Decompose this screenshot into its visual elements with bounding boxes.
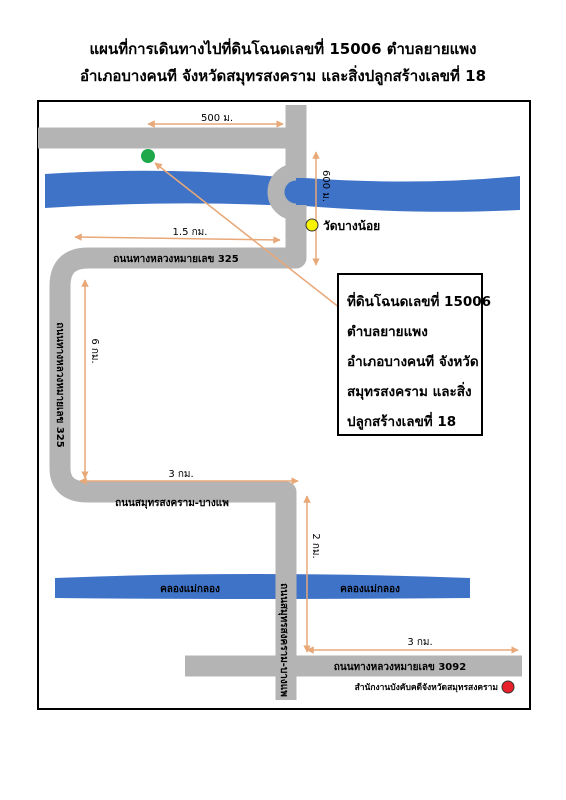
road-label-325-v: ถนนทางหลวงหมายเลข 325 bbox=[54, 322, 65, 448]
distance-label-3092: 3 กม. bbox=[407, 637, 433, 648]
info-line-2: ตำบลยายแพง bbox=[347, 324, 428, 340]
distance-label-top: 500 ม. bbox=[200, 113, 234, 124]
road-label-325-h: ถนนทางหลวงหมายเลข 325 bbox=[113, 254, 239, 265]
target-marker bbox=[141, 149, 155, 163]
distance-label-river: 600 ม. bbox=[320, 169, 331, 203]
distance-label-325h: 1.5 กม. bbox=[172, 227, 208, 238]
map-title-line-2: อำเภอบางคนที จังหวัดสมุทรสงคราม และสิ่งปลูกสร้างเลขที่ 18 bbox=[79, 67, 487, 85]
distance-label-bangphae: 3 กม. bbox=[168, 469, 194, 480]
info-line-4: สมุทรสงคราม และสิ่ง bbox=[347, 384, 472, 400]
canal-label-right: คลองแม่กลอง bbox=[340, 584, 400, 595]
property-info-box bbox=[337, 273, 492, 436]
map-title-line-1: แผนที่การเดินทางไปที่ดินโฉนดเลขที่ 15006 ตำบลยายแพง bbox=[89, 40, 477, 58]
court-label: สำนักงานบังคับคดีจังหวัดสมุทรสงคราม bbox=[354, 683, 498, 693]
road-label-3092: ถนนทางหลวงหมายเลข 3092 bbox=[333, 662, 467, 673]
distance-label-325v: 6 กม. bbox=[89, 338, 100, 364]
info-line-1: ที่ดินโฉนดเลขที่ 15006 bbox=[347, 294, 492, 310]
temple-marker bbox=[306, 219, 318, 231]
distance-label-south: 2 กม. bbox=[310, 533, 321, 559]
temple-label: วัดบางน้อย bbox=[323, 219, 381, 233]
road-label-south: ถนนสมุทรสงคราม-บางแพ bbox=[278, 583, 289, 697]
info-line-5: ปลูกสร้างเลขที่ 18 bbox=[347, 414, 457, 430]
road-label-bangphae: ถนนสมุทรสงคราม-บางแพ bbox=[115, 498, 229, 509]
info-line-3: อำเภอบางคนที จังหวัด bbox=[347, 354, 479, 370]
canal-label-left: คลองแม่กลอง bbox=[160, 584, 220, 595]
canal-maeklong bbox=[55, 574, 470, 599]
court-marker bbox=[502, 681, 514, 693]
